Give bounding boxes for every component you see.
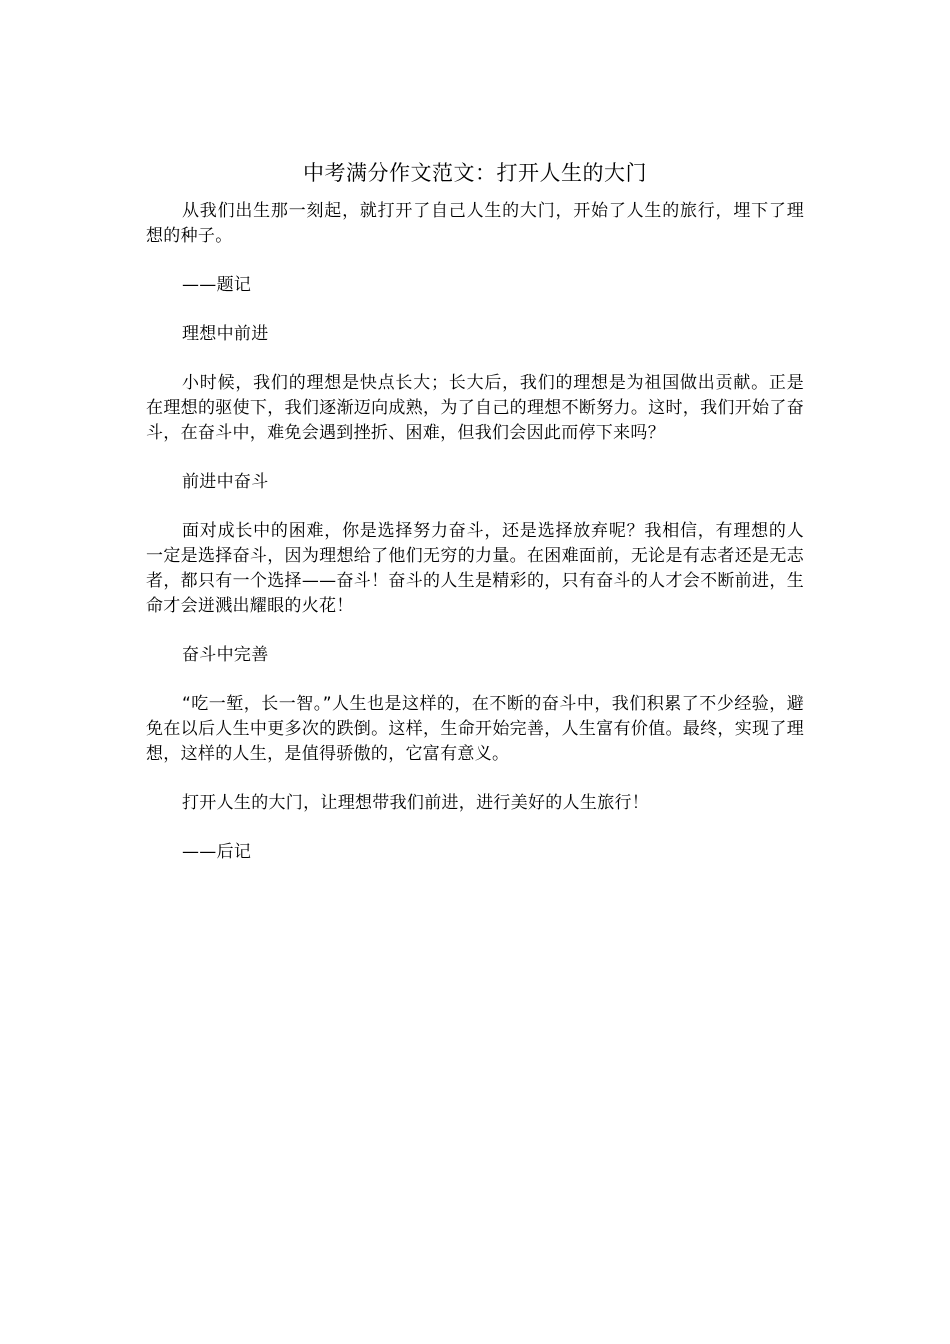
section-heading-1: 理想中前进 [182,324,269,344]
document-title: 中考满分作文范文：打开人生的大门 [303,161,647,185]
section-heading-2: 前进中奋斗 [182,472,269,492]
epigraph-label: ——题记 [182,275,252,295]
paragraph-section-3: “吃一堑，长一智。”人生也是这样的，在不断的奋斗中，我们积累了不少经验，避免在以后人生中更多次的跌倒。这样，生命开始完善，人生富有价值。最终，实现了理想，这样的人生，是值得骄傲的，它富有意义。 [146,694,804,764]
paragraph-section-1: 小时候，我们的理想是快点长大；长大后，我们的理想是为祖国做出贡献。正是在理想的驱使下，我们逐渐迈向成熟，为了自己的理想不断努力。这时，我们开始了奋斗，在奋斗中，难免会遇到挫折、困难，但我们会因此而停下来吗？ [146,373,804,443]
paragraph-intro: 从我们出生那一刻起，就打开了自己人生的大门，开始了人生的旅行，埋下了理想的种子。 [146,201,804,246]
document-body [146,199,804,865]
paragraph-conclusion: 打开人生的大门，让理想带我们前进，进行美好的人生旅行！ [182,793,650,813]
section-heading-3: 奋斗中完善 [182,645,269,665]
postscript-label: ——后记 [182,842,252,862]
paragraph-section-2: 面对成长中的困难，你是选择努力奋斗，还是选择放弃呢？我相信，有理想的人一定是选择奋斗，因为理想给了他们无穷的力量。在困难面前，无论是有志者还是无志者，都只有一个选择——奋斗！奋斗的人生是精彩的，只有奋斗的人才会不断前进，生命才会迸溅出耀眼的火花！ [146,521,804,616]
